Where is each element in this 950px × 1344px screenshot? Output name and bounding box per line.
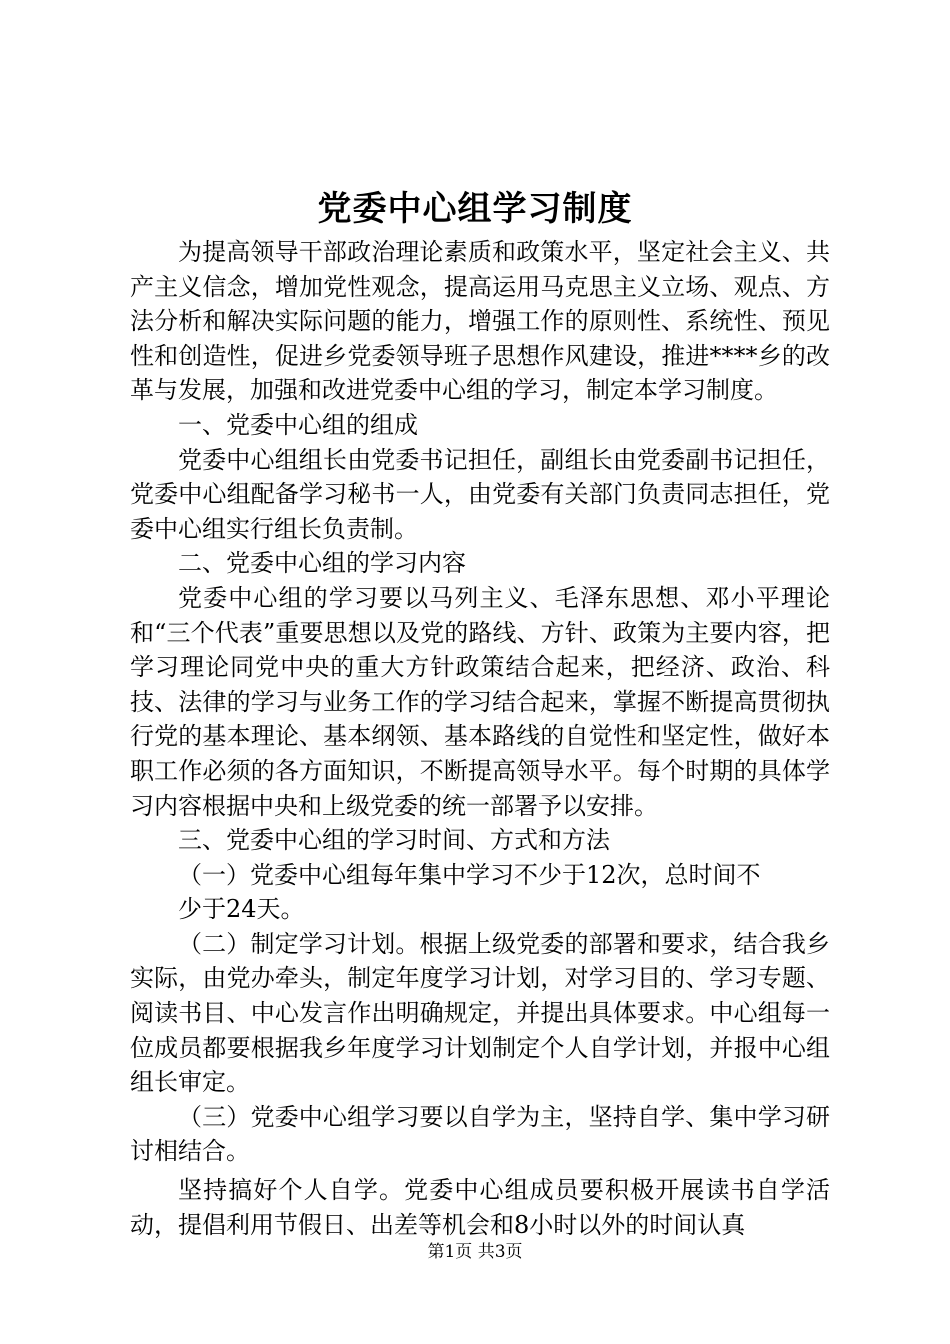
section-heading-1: 一、党委中心组的组成 — [178, 410, 418, 439]
item-3-paragraph: （三）党委中心组学习要以自学为主，坚持自学、集中学习研讨相结合。 — [130, 1102, 830, 1166]
section-heading-2: 二、党委中心组的学习内容 — [178, 549, 466, 578]
self-study-paragraph: 坚持搞好个人自学。党委中心组成员要积极开展读书自学活动，提倡利用节假日、出差等机会和8小时以外的时间认真 — [130, 1176, 830, 1239]
item-2-paragraph: （二）制定学习计划。根据上级党委的部署和要求，结合我乡实际，由党办牵头，制定年度学习计划，对学习目的、学习专题、阅读书目、中心发言作出明确规定，并提出具体要求。中心组每一位成员都要根据我乡年度学习计划制定个人自学计划，并报中心组组长审定。 — [130, 929, 830, 1097]
intro-paragraph: 为提高领导干部政治理论素质和政策水平，坚定社会主义、共产主义信念，增加党性观念，提高运用马克思主义立场、观点、方法分析和解决实际问题的能力，增强工作的原则性、系统性、预见性和创造性，促进乡党委领导班子思想作风建设，推进****乡的改革与发展，加强和改进党委中心组的学习，制定本学习制度。 — [130, 238, 830, 405]
item-1-continuation: 少于24天。 — [178, 895, 305, 924]
section-1-paragraph: 党委中心组组长由党委书记担任，副组长由党委副书记担任，党委中心组配备学习秘书一人，由党委有关部门负责同志担任，党委中心组实行组长负责制。 — [130, 445, 830, 543]
document-body — [130, 235, 830, 1242]
document-title: 党委中心组学习制度 — [317, 189, 633, 229]
item-1-paragraph: （一）党委中心组每年集中学习不少于12次，总时间不 — [178, 860, 761, 889]
page-footer: 第1页 共3页 — [427, 1242, 523, 1262]
section-heading-3: 三、党委中心组的学习时间、方式和方法 — [178, 826, 610, 855]
section-2-paragraph: 党委中心组的学习要以马列主义、毛泽东思想、邓小平理论和“三个代表”重要思想以及党的路线、方针、政策为主要内容，把学习理论同党中央的重大方针政策结合起来，把经济、政治、科技、法律的学习与业务工作的学习结合起来，掌握不断提高贯彻执行党的基本理论、基本纲领、基本路线的自觉性和坚定性，做好本职工作必须的各方面知识，不断提高领导水平。每个时期的具体学习内容根据中央和上级党委的统一部署予以安排。 — [130, 583, 830, 820]
